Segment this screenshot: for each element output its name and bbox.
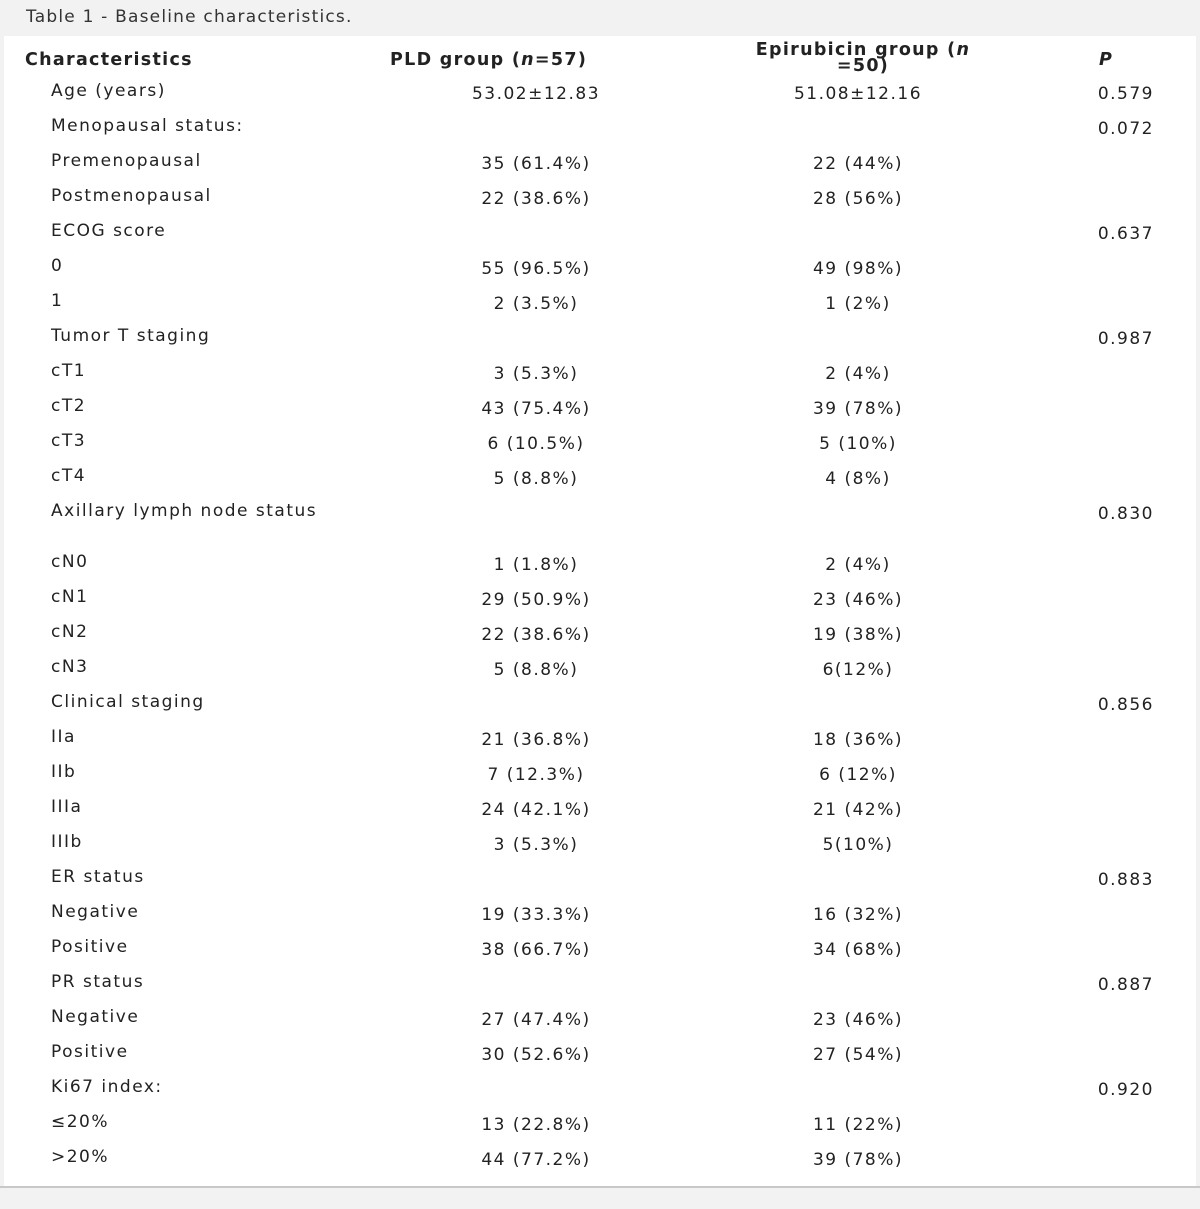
table-row [4,117,1196,152]
row-epirubicin-value: 51.08±12.16 [793,84,923,104]
table-row [4,397,1196,432]
row-pld-value: 3 (5.3%) [493,364,579,384]
table-row [4,553,1196,588]
table-row [4,292,1196,327]
row-pld-value: 21 (36.8%) [481,730,591,750]
row-label: PR status [51,972,145,992]
header-epirubicin-group [698,42,1028,74]
table-row [4,938,1196,973]
row-p-value: 0.830 [1097,504,1154,524]
row-label: Premenopausal [51,151,202,171]
row-epirubicin-value: 39 (78%) [812,399,904,419]
header-pld-n: n [521,50,535,70]
row-label: IIIa [51,797,83,817]
row-pld-value: 2 (3.5%) [493,294,579,314]
row-epirubicin-value: 18 (36%) [812,730,904,750]
row-epirubicin-value: 23 (46%) [812,590,904,610]
row-pld-value: 29 (50.9%) [481,590,591,610]
bottom-bar [0,1186,1200,1209]
header-epi-prefix: Epirubicin group ( [755,40,957,60]
header-pld-prefix: PLD group ( [390,50,522,70]
row-epirubicin-value: 34 (68%) [812,940,904,960]
row-pld-value: 3 (5.3%) [493,835,579,855]
row-epirubicin-value: 27 (54%) [812,1045,904,1065]
row-label: cT1 [51,361,87,381]
header-characteristics: Characteristics [25,50,193,70]
row-epirubicin-value: 2 (4%) [825,364,891,384]
table-row [4,798,1196,833]
row-epirubicin-value: 21 (42%) [812,800,904,820]
row-label: cN3 [51,657,89,677]
row-pld-value: 30 (52.6%) [481,1045,591,1065]
row-label: IIIb [51,832,83,852]
row-pld-value: 43 (75.4%) [481,399,591,419]
table-row [4,588,1196,623]
row-epirubicin-value: 16 (32%) [812,905,904,925]
table-row [4,432,1196,467]
row-label: ER status [51,867,145,887]
row-epirubicin-value: 11 (22%) [812,1115,904,1135]
table-row [4,362,1196,397]
row-p-value: 0.856 [1097,695,1154,715]
table-row [4,973,1196,1008]
row-pld-value: 13 (22.8%) [481,1115,591,1135]
row-label: Tumor T staging [51,326,211,346]
row-label: cN1 [51,587,89,607]
table-row [4,502,1196,553]
table-row [4,1078,1196,1113]
header-epi-suffix: =50) [836,56,890,76]
row-label: IIb [51,762,77,782]
row-pld-value: 7 (12.3%) [487,765,585,785]
row-pld-value: 38 (66.7%) [481,940,591,960]
table-row [4,1043,1196,1078]
header-pld-group [390,50,587,70]
row-label: >20% [51,1147,110,1167]
table-row [4,257,1196,292]
table-row [4,868,1196,903]
row-p-value: 0.920 [1097,1080,1154,1100]
row-epirubicin-value: 19 (38%) [812,625,904,645]
row-pld-value: 19 (33.3%) [481,905,591,925]
header-pld-suffix: =57) [534,50,588,70]
row-label: 1 [51,291,64,311]
row-pld-value: 35 (61.4%) [481,154,591,174]
row-pld-value: 55 (96.5%) [481,259,591,279]
row-label: ECOG score [51,221,167,241]
row-label: Postmenopausal [51,186,212,206]
table-body [4,82,1196,1183]
table-row [4,658,1196,693]
table-row [4,1113,1196,1148]
row-label: ≤20% [51,1112,110,1132]
row-label: cT4 [51,466,87,486]
row-epirubicin-value: 4 (8%) [825,469,891,489]
row-label: Clinical staging [51,692,205,712]
row-label: cN0 [51,552,89,572]
row-pld-value: 24 (42.1%) [481,800,591,820]
row-pld-value: 22 (38.6%) [481,189,591,209]
row-epirubicin-value: 5(10%) [822,835,894,855]
table-row [4,467,1196,502]
caption-bar [0,0,1200,36]
row-pld-value: 1 (1.8%) [493,555,579,575]
row-epirubicin-value: 22 (44%) [812,154,904,174]
row-label: Negative [51,902,140,922]
row-p-value: 0.579 [1097,84,1154,104]
row-label: cN2 [51,622,89,642]
row-pld-value: 53.02±12.83 [471,84,601,104]
row-epirubicin-value: 6 (12%) [819,765,897,785]
row-label: cT3 [51,431,87,451]
table-row [4,693,1196,728]
row-epirubicin-value: 5 (10%) [819,434,897,454]
table-row [4,187,1196,222]
row-p-value: 0.987 [1097,329,1154,349]
row-epirubicin-value: 2 (4%) [825,555,891,575]
row-label: IIa [51,727,76,747]
table-row [4,763,1196,798]
row-pld-value: 44 (77.2%) [481,1150,591,1170]
row-p-value: 0.072 [1097,119,1154,139]
row-epirubicin-value: 6(12%) [822,660,894,680]
table-row [4,152,1196,187]
row-pld-value: 6 (10.5%) [487,434,585,454]
row-pld-value: 5 (8.8%) [493,660,579,680]
row-label: cT2 [51,396,87,416]
row-label: Positive [51,1042,129,1062]
table-row [4,222,1196,257]
table-row [4,728,1196,763]
table-caption: Table 1 - Baseline characteristics. [26,7,353,27]
row-p-value: 0.637 [1097,224,1154,244]
row-label: Age (years) [51,81,166,101]
row-epirubicin-value: 23 (46%) [812,1010,904,1030]
table-row [4,903,1196,938]
row-pld-value: 27 (47.4%) [481,1010,591,1030]
table-row [4,1008,1196,1043]
row-epirubicin-value: 1 (2%) [825,294,891,314]
header-epi-n: n [956,40,971,60]
row-epirubicin-value: 28 (56%) [812,189,904,209]
row-label: Positive [51,937,129,957]
baseline-table [4,36,1196,1186]
row-label: Ki67 index: [51,1077,163,1097]
row-label: Negative [51,1007,140,1027]
table-row [4,833,1196,868]
table-row [4,623,1196,658]
row-pld-value: 22 (38.6%) [481,625,591,645]
row-epirubicin-value: 39 (78%) [812,1150,904,1170]
table-row [4,82,1196,117]
row-p-value: 0.883 [1097,870,1154,890]
row-epirubicin-value: 49 (98%) [812,259,904,279]
table-row [4,1148,1196,1183]
row-label: Axillary lymph node status [51,501,318,521]
header-p-value: P [1099,50,1114,70]
row-pld-value: 5 (8.8%) [493,469,579,489]
row-label: Menopausal status: [51,116,244,136]
row-p-value: 0.887 [1097,975,1154,995]
row-label: 0 [51,256,64,276]
table-row [4,327,1196,362]
